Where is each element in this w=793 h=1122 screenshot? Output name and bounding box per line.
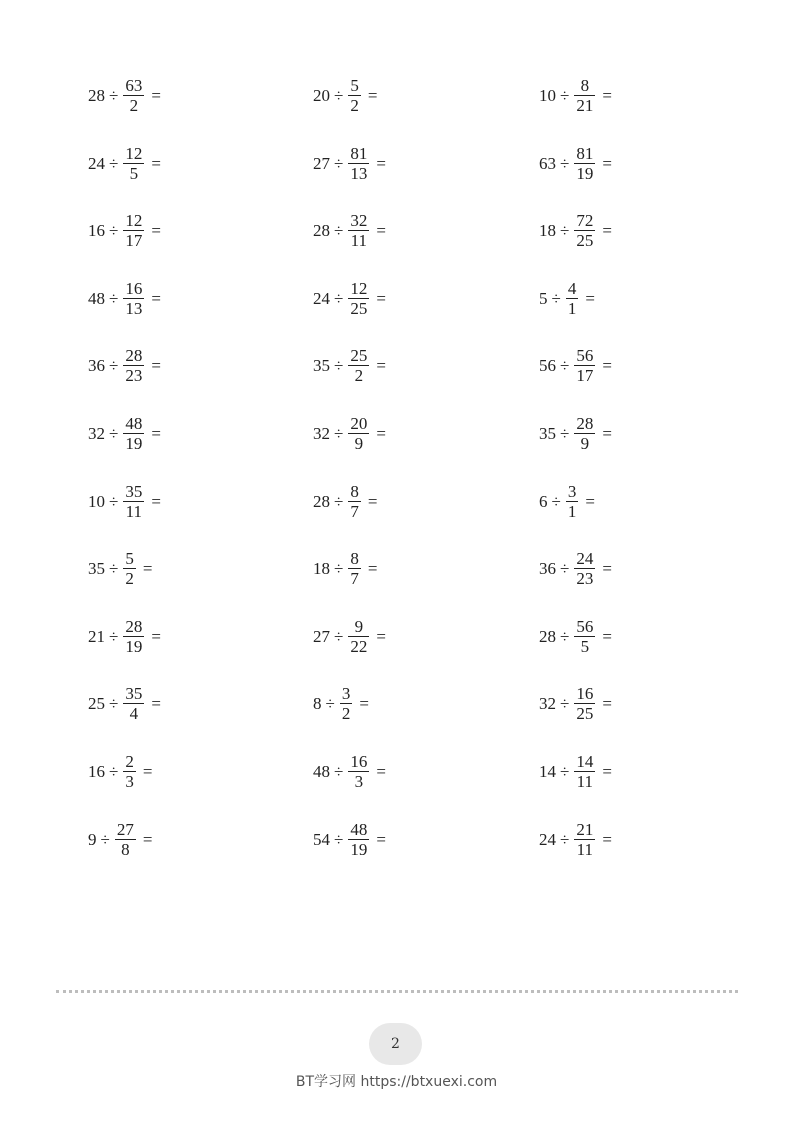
dividend: 28 <box>313 491 330 511</box>
divide-sign: ÷ <box>109 423 119 443</box>
dividend: 35 <box>539 423 556 443</box>
division-problem <box>539 477 595 525</box>
division-problem <box>539 206 612 254</box>
fraction <box>115 821 136 858</box>
fraction-numerator: 32 <box>350 210 368 230</box>
fraction-numerator: 8 <box>350 481 359 501</box>
divide-sign: ÷ <box>109 85 119 105</box>
fraction <box>123 280 144 317</box>
fraction-numerator: 25 <box>350 345 368 365</box>
divide-sign: ÷ <box>560 355 570 375</box>
divide-sign: ÷ <box>334 491 344 511</box>
fraction-denominator: 2 <box>125 568 134 588</box>
divide-sign: ÷ <box>334 829 344 849</box>
fraction-numerator: 3 <box>341 683 351 703</box>
division-problem <box>539 544 612 592</box>
fraction-numerator: 20 <box>350 413 368 433</box>
divide-sign: ÷ <box>334 423 344 443</box>
fraction-denominator: 19 <box>350 839 368 859</box>
division-problem <box>313 206 386 254</box>
fraction <box>123 483 144 520</box>
division-problem <box>88 341 161 389</box>
fraction-numerator: 56 <box>576 345 594 365</box>
fraction <box>123 753 136 790</box>
fraction <box>123 347 144 384</box>
division-problem <box>313 747 386 795</box>
dividend: 8 <box>313 693 322 713</box>
dividend: 28 <box>313 220 330 240</box>
fraction-numerator: 81 <box>576 143 594 163</box>
division-problem <box>313 71 377 119</box>
dividend: 48 <box>313 761 330 781</box>
equals-sign: = <box>376 355 386 375</box>
division-problem <box>539 747 612 795</box>
fraction-denominator: 25 <box>576 703 594 723</box>
divide-sign: ÷ <box>334 288 344 308</box>
fraction-denominator: 3 <box>354 771 364 791</box>
division-problem <box>539 341 612 389</box>
division-problem <box>313 139 386 187</box>
divide-sign: ÷ <box>560 693 570 713</box>
fraction-denominator: 11 <box>576 839 594 859</box>
fraction <box>123 77 144 114</box>
equals-sign: = <box>376 153 386 173</box>
fraction-denominator: 5 <box>580 636 590 656</box>
divide-sign: ÷ <box>109 288 119 308</box>
fraction-denominator: 5 <box>129 163 139 183</box>
equals-sign: = <box>367 491 378 511</box>
equals-sign: = <box>151 423 161 443</box>
equals-sign: = <box>376 761 386 781</box>
divide-sign: ÷ <box>560 761 570 781</box>
equals-sign: = <box>151 153 161 173</box>
fraction-numerator: 16 <box>125 278 143 298</box>
fraction-numerator: 35 <box>125 481 143 501</box>
divide-sign: ÷ <box>334 626 344 646</box>
divide-sign: ÷ <box>560 558 570 578</box>
fraction-denominator: 3 <box>125 771 134 791</box>
fraction-numerator: 21 <box>576 819 594 839</box>
fraction <box>574 145 595 182</box>
dividend: 24 <box>539 829 556 849</box>
divide-sign: ÷ <box>551 491 561 511</box>
dividend: 5 <box>539 288 548 308</box>
equals-sign: = <box>602 85 612 105</box>
fraction-denominator: 11 <box>576 771 594 791</box>
divide-sign: ÷ <box>109 153 119 173</box>
fraction-numerator: 5 <box>125 548 134 568</box>
dividend: 48 <box>88 288 105 308</box>
fraction-numerator: 12 <box>125 210 143 230</box>
divide-sign: ÷ <box>109 693 119 713</box>
fraction-denominator: 23 <box>576 568 594 588</box>
fraction-numerator: 72 <box>576 210 594 230</box>
fraction-denominator: 8 <box>121 839 130 859</box>
fraction <box>348 347 369 384</box>
division-problem <box>88 747 152 795</box>
divide-sign: ÷ <box>334 153 344 173</box>
fraction-numerator: 63 <box>125 75 143 95</box>
divide-sign: ÷ <box>109 355 119 375</box>
divide-sign: ÷ <box>560 626 570 646</box>
dividend: 27 <box>313 153 330 173</box>
fraction <box>574 753 595 790</box>
fraction <box>348 483 361 520</box>
equals-sign: = <box>602 558 612 578</box>
equals-sign: = <box>142 558 153 578</box>
equals-sign: = <box>151 85 161 105</box>
fraction-denominator: 11 <box>125 501 143 521</box>
fraction-numerator: 81 <box>350 143 368 163</box>
dividend: 28 <box>88 85 105 105</box>
fraction <box>348 753 369 790</box>
fraction-denominator: 2 <box>129 95 139 115</box>
fraction <box>348 821 369 858</box>
equals-sign: = <box>602 693 612 713</box>
fraction-denominator: 9 <box>580 433 590 453</box>
fraction <box>348 280 369 317</box>
fraction <box>348 415 369 452</box>
divide-sign: ÷ <box>560 85 570 105</box>
fraction-numerator: 27 <box>116 819 134 839</box>
fraction <box>348 618 369 655</box>
fraction-numerator: 8 <box>350 548 359 568</box>
fraction <box>123 685 144 722</box>
dividend: 25 <box>88 693 105 713</box>
dividend: 14 <box>539 761 556 781</box>
divide-sign: ÷ <box>334 558 344 578</box>
fraction <box>574 821 595 858</box>
equals-sign: = <box>602 626 612 646</box>
fraction-numerator: 24 <box>576 548 594 568</box>
division-problem <box>539 409 612 457</box>
divide-sign: ÷ <box>560 153 570 173</box>
division-problem <box>539 815 612 863</box>
fraction <box>348 550 361 587</box>
footer-site-text: BT学习网 https://btxuexi.com <box>295 1074 498 1090</box>
fraction-numerator: 28 <box>125 616 143 636</box>
division-problem <box>88 139 161 187</box>
division-problem <box>539 274 595 322</box>
division-problem <box>313 274 386 322</box>
equals-sign: = <box>376 829 386 849</box>
divide-sign: ÷ <box>109 491 119 511</box>
divide-sign: ÷ <box>325 693 335 713</box>
division-problem <box>539 139 612 187</box>
fraction-denominator: 19 <box>576 163 594 183</box>
equals-sign: = <box>585 491 595 511</box>
fraction <box>348 77 361 114</box>
division-problem <box>313 679 369 727</box>
fraction <box>574 347 595 384</box>
divide-sign: ÷ <box>100 829 110 849</box>
fraction <box>340 685 353 722</box>
fraction-denominator: 4 <box>129 703 139 723</box>
division-problem <box>88 409 161 457</box>
division-problem <box>313 544 377 592</box>
fraction-denominator: 11 <box>350 230 368 250</box>
fraction-denominator: 22 <box>350 636 368 656</box>
dividend: 24 <box>88 153 105 173</box>
fraction <box>574 618 595 655</box>
dividend: 18 <box>539 220 556 240</box>
fraction <box>123 550 136 587</box>
division-problem <box>313 815 386 863</box>
dividend: 54 <box>313 829 330 849</box>
fraction <box>574 550 595 587</box>
divide-sign: ÷ <box>334 355 344 375</box>
fraction <box>574 415 595 452</box>
dividend: 24 <box>313 288 330 308</box>
divide-sign: ÷ <box>334 761 344 781</box>
fraction-numerator: 8 <box>580 75 590 95</box>
fraction-denominator: 25 <box>576 230 594 250</box>
page-number: 2 <box>391 1036 400 1052</box>
dividend: 28 <box>539 626 556 646</box>
equals-sign: = <box>142 829 153 849</box>
equals-sign: = <box>376 626 386 646</box>
equals-sign: = <box>151 288 161 308</box>
division-problem <box>313 612 386 660</box>
equals-sign: = <box>151 491 161 511</box>
fraction-denominator: 13 <box>350 163 368 183</box>
division-problem <box>88 477 161 525</box>
dividend: 63 <box>539 153 556 173</box>
dividend: 35 <box>313 355 330 375</box>
equals-sign: = <box>376 288 386 308</box>
dividend: 35 <box>88 558 105 578</box>
division-problem <box>88 274 161 322</box>
dividend: 10 <box>539 85 556 105</box>
fraction-numerator: 3 <box>567 481 577 501</box>
dividend: 36 <box>88 355 105 375</box>
fraction-numerator: 35 <box>125 683 143 703</box>
dividend: 27 <box>313 626 330 646</box>
equals-sign: = <box>376 423 386 443</box>
fraction-numerator: 12 <box>350 278 368 298</box>
divide-sign: ÷ <box>560 220 570 240</box>
dividend: 32 <box>539 693 556 713</box>
fraction-denominator: 2 <box>350 95 359 115</box>
dividend: 56 <box>539 355 556 375</box>
fraction-denominator: 2 <box>354 365 364 385</box>
fraction-denominator: 13 <box>125 298 143 318</box>
division-problem <box>88 679 161 727</box>
fraction <box>123 212 144 249</box>
fraction <box>574 77 595 114</box>
equals-sign: = <box>602 153 612 173</box>
fraction-denominator: 25 <box>350 298 368 318</box>
divide-sign: ÷ <box>109 558 119 578</box>
fraction-denominator: 2 <box>341 703 351 723</box>
dividend: 16 <box>88 220 105 240</box>
fraction <box>123 145 144 182</box>
fraction-numerator: 28 <box>125 345 143 365</box>
fraction-denominator: 19 <box>125 636 143 656</box>
fraction <box>574 212 595 249</box>
division-problem <box>539 71 612 119</box>
equals-sign: = <box>151 220 161 240</box>
fraction-numerator: 9 <box>354 616 364 636</box>
fraction-denominator: 19 <box>125 433 143 453</box>
fraction-numerator: 48 <box>350 819 368 839</box>
dividend: 9 <box>88 829 97 849</box>
fraction-denominator: 1 <box>567 501 577 521</box>
division-problem <box>88 544 152 592</box>
fraction-denominator: 9 <box>354 433 364 453</box>
divide-sign: ÷ <box>334 85 344 105</box>
fraction-numerator: 16 <box>350 751 368 771</box>
equals-sign: = <box>151 693 161 713</box>
fraction-denominator: 1 <box>567 298 577 318</box>
fraction-denominator: 7 <box>350 501 359 521</box>
dividend: 16 <box>88 761 105 781</box>
division-problem <box>88 71 161 119</box>
equals-sign: = <box>376 220 386 240</box>
fraction-numerator: 56 <box>576 616 594 636</box>
equals-sign: = <box>142 761 153 781</box>
dotted-divider <box>56 990 738 993</box>
equals-sign: = <box>602 423 612 443</box>
divide-sign: ÷ <box>560 829 570 849</box>
equals-sign: = <box>367 85 378 105</box>
dividend: 36 <box>539 558 556 578</box>
division-problem <box>313 477 377 525</box>
divide-sign: ÷ <box>551 288 561 308</box>
dividend: 32 <box>88 423 105 443</box>
dividend: 32 <box>313 423 330 443</box>
divide-sign: ÷ <box>109 626 119 646</box>
equals-sign: = <box>359 693 369 713</box>
equals-sign: = <box>585 288 595 308</box>
fraction-denominator: 23 <box>125 365 143 385</box>
equals-sign: = <box>151 626 161 646</box>
division-problem <box>88 206 161 254</box>
division-problem <box>313 409 386 457</box>
fraction-numerator: 28 <box>576 413 594 433</box>
division-problem <box>88 815 152 863</box>
division-problem <box>313 341 386 389</box>
fraction-numerator: 48 <box>125 413 143 433</box>
fraction-numerator: 16 <box>576 683 594 703</box>
fraction <box>566 280 579 317</box>
dividend: 10 <box>88 491 105 511</box>
equals-sign: = <box>367 558 378 578</box>
divide-sign: ÷ <box>334 220 344 240</box>
divide-sign: ÷ <box>560 423 570 443</box>
fraction-numerator: 4 <box>567 278 577 298</box>
fraction-denominator: 17 <box>576 365 594 385</box>
dividend: 18 <box>313 558 330 578</box>
equals-sign: = <box>602 220 612 240</box>
division-problem <box>539 679 612 727</box>
fraction-denominator: 17 <box>125 230 143 250</box>
fraction <box>123 618 144 655</box>
division-problem <box>88 612 161 660</box>
fraction <box>566 483 579 520</box>
dividend: 21 <box>88 626 105 646</box>
dividend: 20 <box>313 85 330 105</box>
fraction-denominator: 7 <box>350 568 359 588</box>
divide-sign: ÷ <box>109 761 119 781</box>
fraction <box>348 145 369 182</box>
fraction <box>574 685 595 722</box>
fraction-numerator: 2 <box>125 751 134 771</box>
dividend: 6 <box>539 491 548 511</box>
page-number-badge <box>369 1023 422 1065</box>
divide-sign: ÷ <box>109 220 119 240</box>
fraction-denominator: 21 <box>576 95 594 115</box>
fraction <box>123 415 144 452</box>
fraction-numerator: 5 <box>350 75 359 95</box>
fraction-numerator: 14 <box>576 751 594 771</box>
division-problem <box>539 612 612 660</box>
equals-sign: = <box>151 355 161 375</box>
fraction <box>348 212 369 249</box>
equals-sign: = <box>602 355 612 375</box>
equals-sign: = <box>602 761 612 781</box>
fraction-numerator: 12 <box>125 143 143 163</box>
equals-sign: = <box>602 829 612 849</box>
